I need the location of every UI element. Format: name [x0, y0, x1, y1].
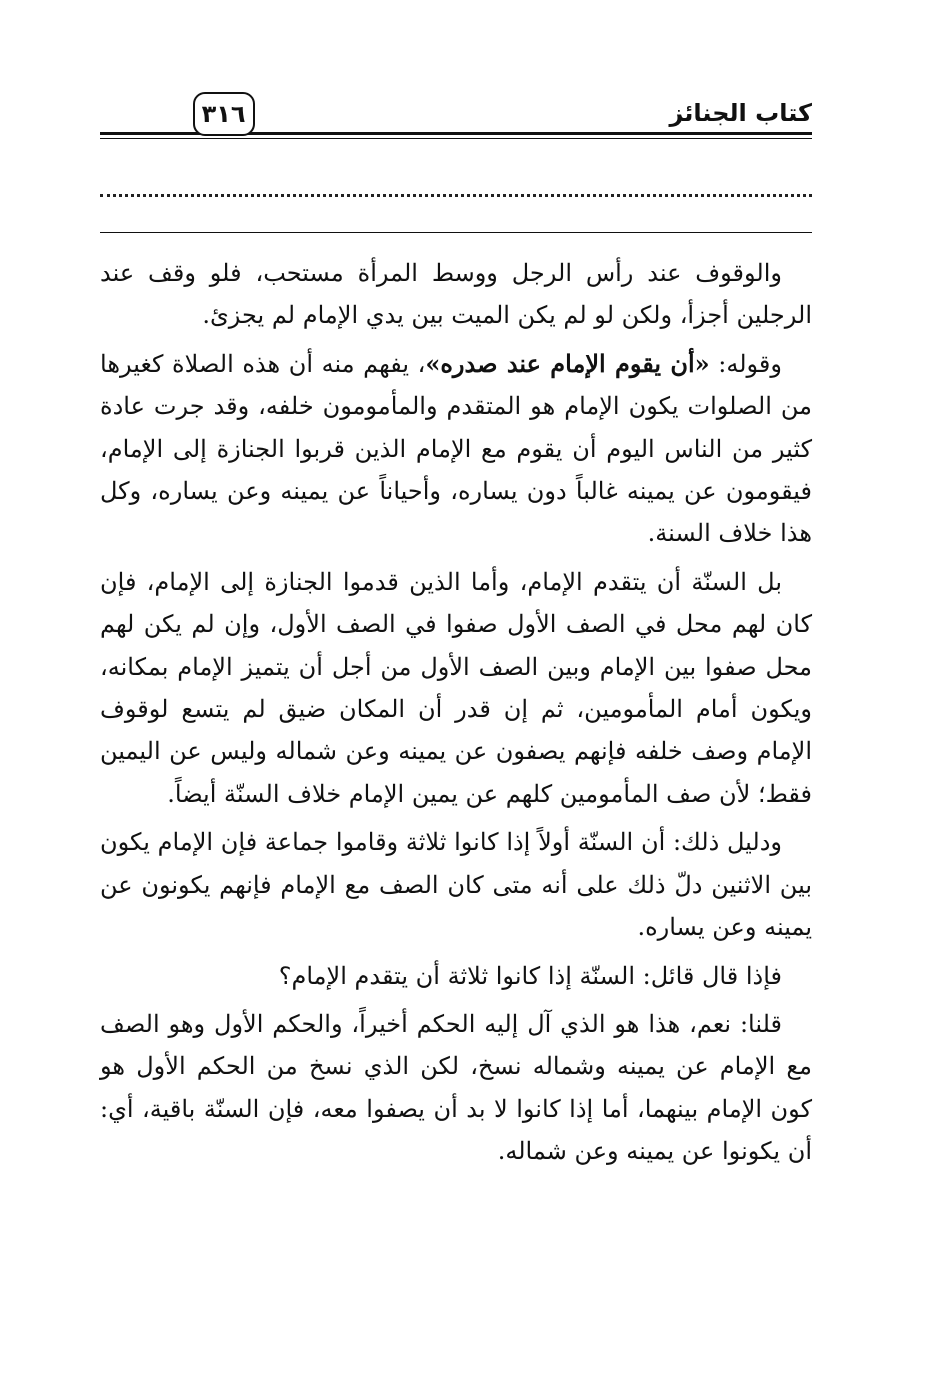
paragraph-2 [100, 343, 812, 555]
header-rule-thin [100, 138, 812, 139]
body-text [100, 252, 812, 1179]
book-title: كتاب الجنائز [669, 99, 812, 127]
page-number: ٣١٦ [193, 92, 255, 136]
hadith-quote: «أن يقوم الإمام عند صدره» [425, 348, 710, 378]
paragraph-3: بل السنّة أن يتقدم الإمام، وأما الذين قدموا الجنازة إلى الإمام، فإن كان لهم محل في الصف الأول صفوا في الصف الأول، وإن لم يكن لهم محل صفوا بين الإمام وبين الصف الأول من أجل أن يتميز الإمام بمكانه، ويكون أمام المأمومين، ثم إن قدر أن المكان ضيق لم يتسع لوقوف الإمام وصف خلفه فإنهم يصفون عن يمينه وعن شماله وليس عن اليمين فقط؛ لأن صف المأمومين كلهم عن يمين الإمام خلاف السنّة أيضاً. [100, 567, 812, 808]
page-header [100, 98, 812, 150]
paragraph-6: قلنا: نعم، هذا هو الذي آل إليه الحكم أخيراً، والحكم الأول وهو الصف مع الإمام عن يمينه وشماله نسخ، لكن الذي نسخ من الحكم الأول هو كون الإمام بينهما، أما إذا كانوا لا بد أن يصفوا معه، فإن السنّة باقية، أي: أن يكونوا عن يمينه وعن شماله. [100, 1009, 812, 1166]
dotted-separator [100, 180, 812, 197]
paragraph-4: ودليل ذلك: أن السنّة أولاً إذا كانوا ثلاثة وقاموا جماعة فإن الإمام يكون بين الاثنين دلّ ذلك على أنه متى كان الصف مع الإمام فإنهم يكونون عن يمينه وعن يساره. [100, 828, 812, 942]
paragraph-2-intro: وقوله: [709, 349, 782, 378]
paragraph-1: والوقوف عند رأس الرجل ووسط المرأة مستحب، فلو وقف عند الرجلين أجزأ، ولكن لو لم يكن الميت بين يدي الإمام لم يجزئ. [100, 259, 812, 330]
paragraph-2-rest: ، يفهم منه أن هذه الصلاة كغيرها من الصلوات يكون الإمام هو المتقدم والمأمومون خلفه، وقد جرت عادة كثير من الناس اليوم أن يقوم مع الإمام الذين قربوا الجنازة إلى الإمام، فيقومون عن يمينه غالباً دون يساره، وأحياناً عن يمينه وعن يساره، وكل هذا خلاف السنة. [100, 349, 812, 548]
text-separator-line [100, 232, 812, 233]
paragraph-5: فإذا قال قائل: السنّة إذا كانوا ثلاثة أن يتقدم الإمام؟ [278, 961, 782, 990]
